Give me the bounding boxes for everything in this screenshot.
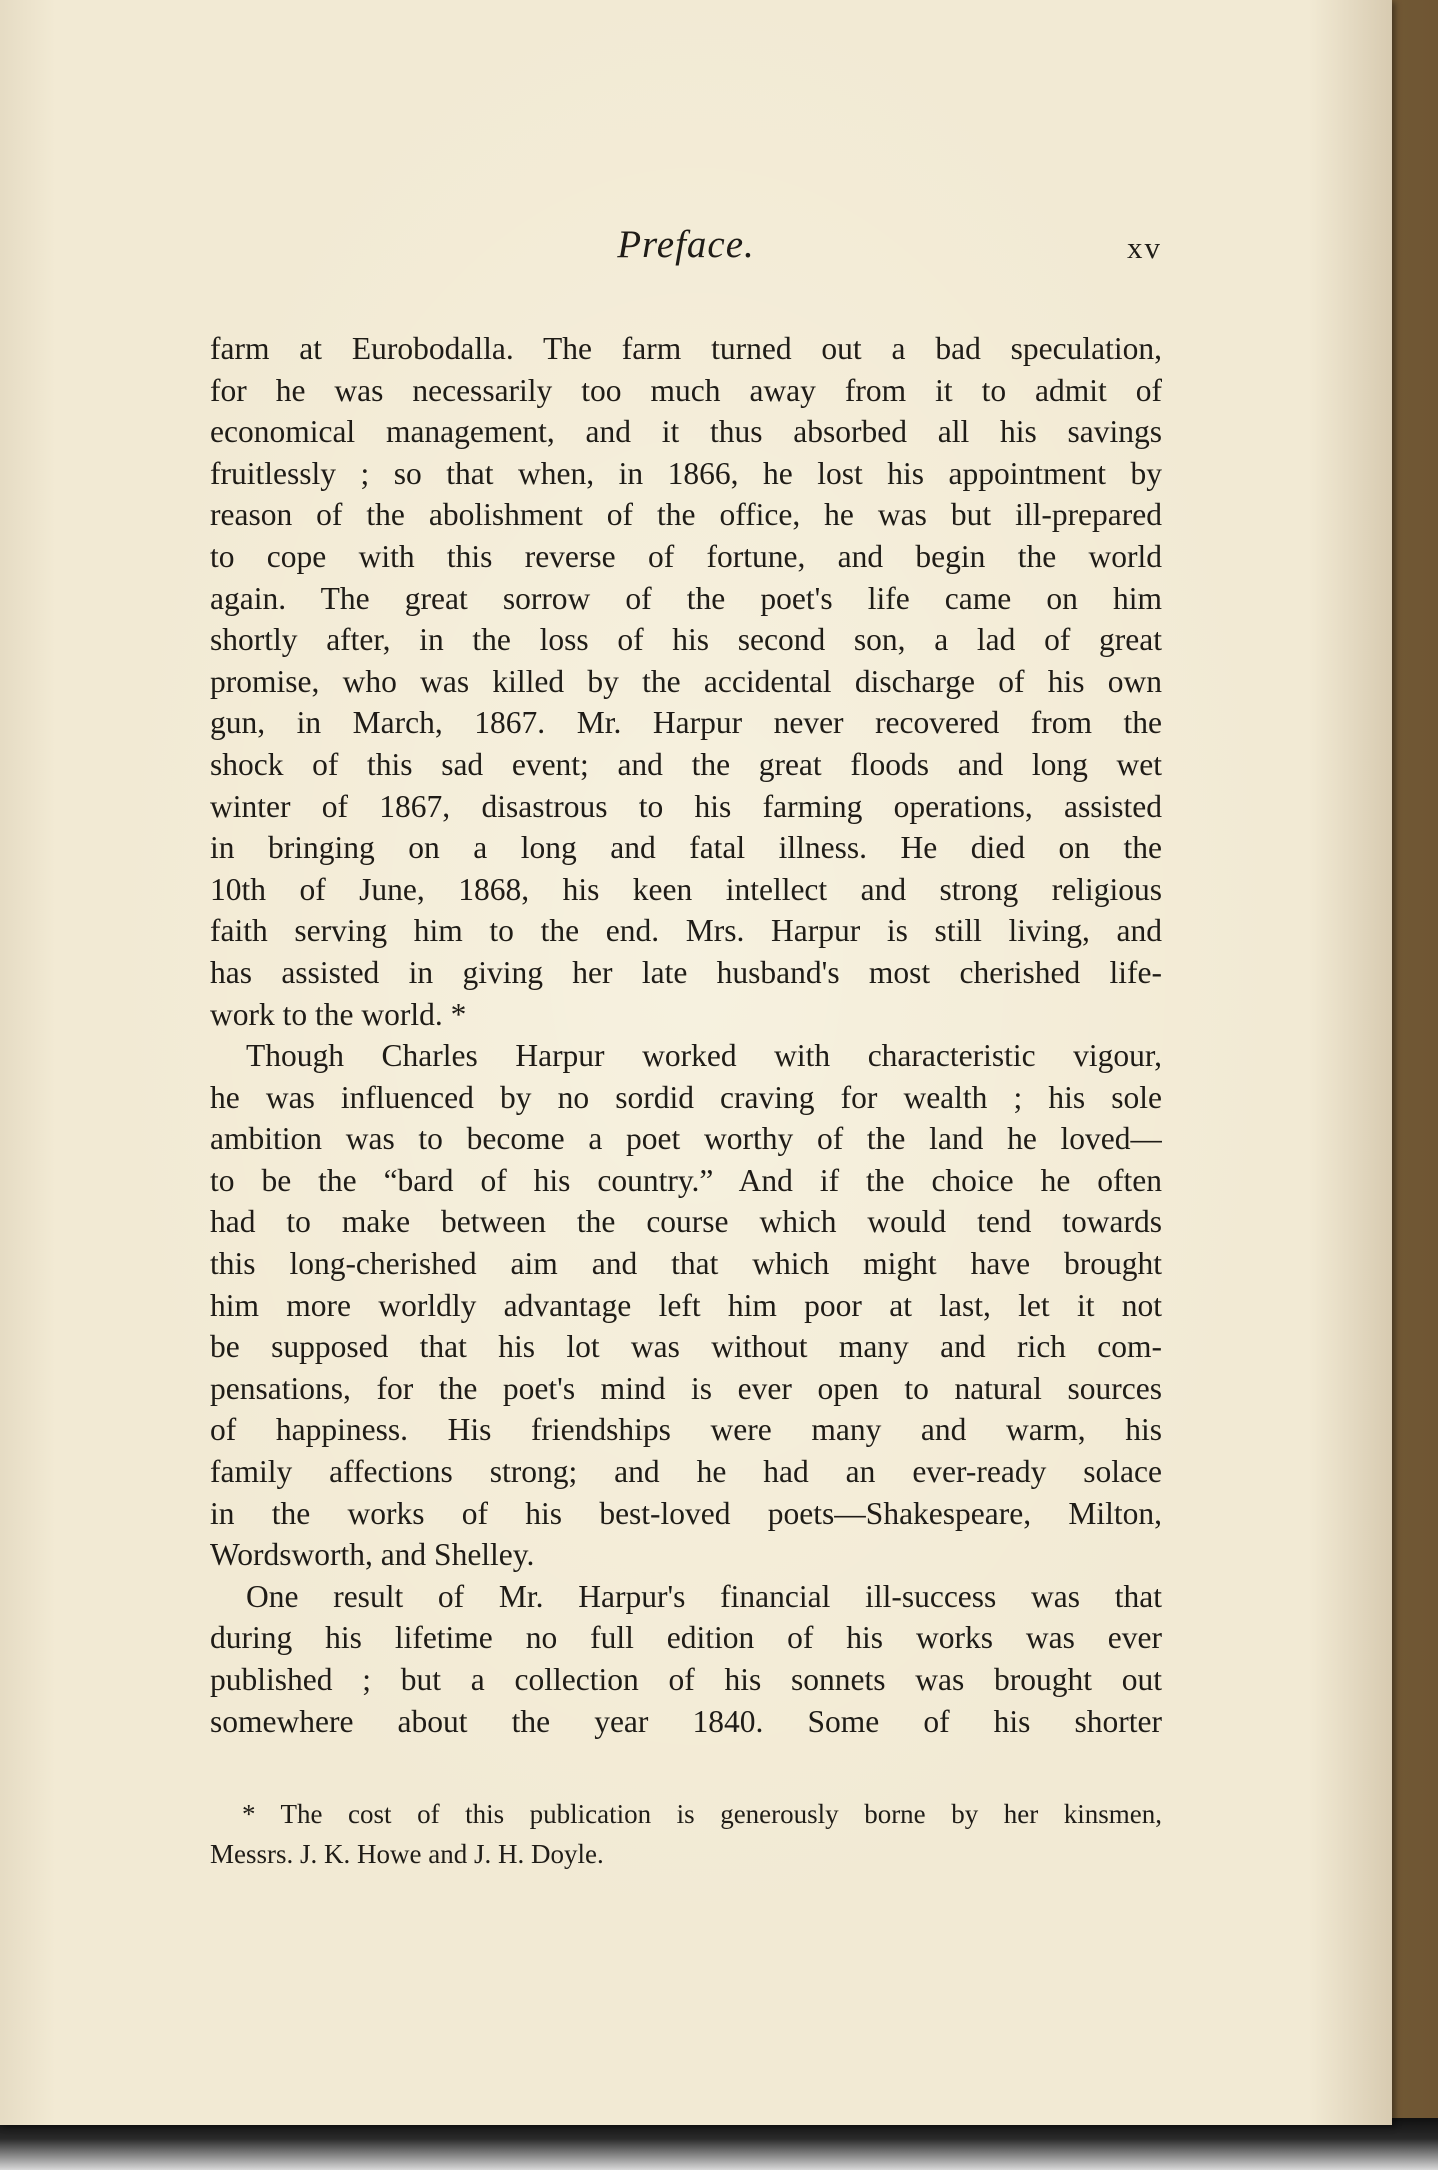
text-line: winter of 1867, disastrous to his farming operations, assisted	[210, 788, 1162, 824]
running-head-title: Preface.	[617, 223, 755, 266]
text-line: farm at Eurobodalla. The farm turned out a bad speculation,	[210, 331, 1162, 366]
text-line-paragraph-start: Though Charles Harpur worked with characteristic vigour,	[246, 1038, 1162, 1074]
text-line: had to make between the course which would tend towards	[210, 1204, 1162, 1240]
running-head	[210, 222, 1162, 282]
text-line: be supposed that his lot was without many and rich com-	[210, 1329, 1162, 1365]
text-line: to cope with this reverse of fortune, and begin the world	[210, 538, 1162, 574]
text-line: this long-cherished aim and that which might have brought	[210, 1246, 1162, 1282]
text-line: published ; but a collection of his sonnets was brought out	[210, 1662, 1162, 1697]
text-line: has assisted in giving her late husband's most cherished life-	[210, 954, 1162, 990]
text-line: to be the “bard of his country.” And if the choice he often	[210, 1162, 1162, 1198]
text-line: of happiness. His friendships were many and warm, his	[210, 1412, 1162, 1448]
text-line: gun, in March, 1867. Mr. Harpur never recovered from the	[210, 705, 1162, 741]
text-line: economical management, and it thus absorbed all his savings	[210, 414, 1162, 450]
text-line: Wordsworth, and Shelley.	[210, 1537, 535, 1573]
footnote	[210, 1794, 1162, 1874]
text-line: faith serving him to the end. Mrs. Harpur is still living, and	[210, 913, 1162, 949]
text-line: in the works of his best-loved poets—Shakespeare, Milton,	[210, 1495, 1162, 1531]
text-line: ambition was to become a poet worthy of the land he loved—	[210, 1121, 1162, 1157]
text-line: pensations, for the poet's mind is ever open to natural sources	[210, 1370, 1162, 1406]
text-line: promise, who was killed by the accidental discharge of his own	[210, 663, 1162, 699]
text-line: during his lifetime no full edition of his works was ever	[210, 1620, 1162, 1656]
text-line: reason of the abolishment of the office, he was but ill-prepared	[210, 497, 1162, 533]
text-line: for he was necessarily too much away from it to admit of	[210, 372, 1162, 408]
page-number: xv	[1127, 230, 1162, 265]
text-line: in bringing on a long and fatal illness. He died on the	[210, 830, 1162, 866]
scan-bottom-edge	[0, 2118, 1438, 2170]
footnote-line: * The cost of this publication is generously borne by her kinsmen,	[242, 1799, 1162, 1829]
text-line: shortly after, in the loss of his second son, a lad of great	[210, 622, 1162, 658]
text-line: shock of this sad event; and the great floods and long wet	[210, 746, 1162, 782]
text-line: 10th of June, 1868, his keen intellect and strong religious	[210, 871, 1162, 907]
text-line: he was influenced by no sordid craving for wealth ; his sole	[210, 1079, 1162, 1115]
text-line: family affections strong; and he had an ever-ready solace	[210, 1454, 1162, 1490]
text-line: him more worldly advantage left him poor at last, let it not	[210, 1287, 1162, 1323]
body-text	[210, 328, 1162, 1742]
text-line: work to the world. *	[210, 996, 467, 1032]
footnote-line: Messrs. J. K. Howe and J. H. Doyle.	[210, 1839, 604, 1869]
text-line: again. The great sorrow of the poet's life came on him	[210, 580, 1162, 616]
text-line-paragraph-start: One result of Mr. Harpur's financial ill-success was that	[246, 1578, 1162, 1614]
text-line: somewhere about the year 1840. Some of his shorter	[210, 1703, 1162, 1739]
text-line: fruitlessly ; so that when, in 1866, he lost his appointment by	[210, 455, 1162, 491]
